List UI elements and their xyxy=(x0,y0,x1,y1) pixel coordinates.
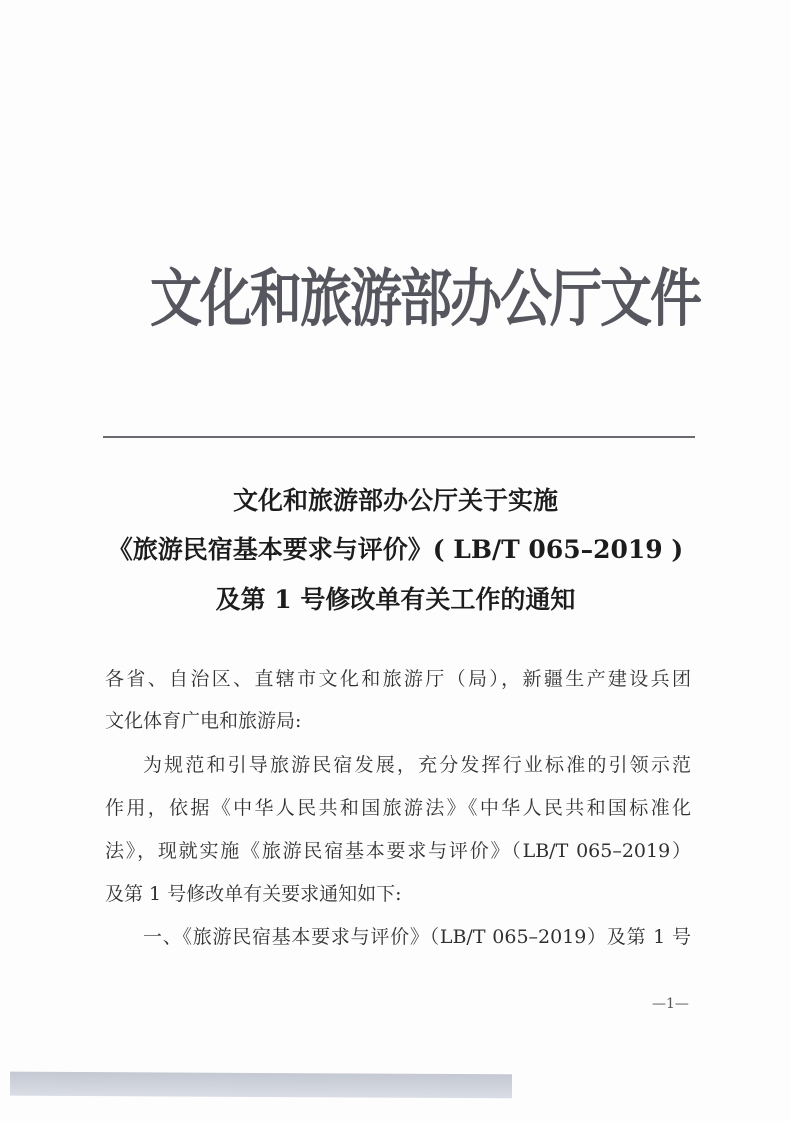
body-line: 文化体育广电和旅游局: xyxy=(105,710,302,732)
page-number: —1— xyxy=(652,996,689,1012)
body-line: 及第 1 号修改单有关要求通知如下: xyxy=(105,883,402,905)
body-line: 各省、自治区、直辖市文化和旅游厅（局），新疆生产建设兵团 xyxy=(105,668,691,690)
body-line: 法》，现就实施《旅游民宿基本要求与评价》（LB/T 065–2019） xyxy=(105,840,691,862)
document-title-line-1: 文化和旅游部办公厅关于实施 xyxy=(232,486,558,515)
header-divider xyxy=(103,436,695,438)
document-title-line-3: 及第 1 号修改单有关工作的通知 xyxy=(215,585,576,614)
body-line: 作用，依据《中华人民共和国旅游法》《中华人民共和国标准化 xyxy=(105,797,691,819)
body-line: 为规范和引导旅游民宿发展，充分发挥行业标准的引领示范 xyxy=(143,754,691,776)
body-line: 一、《旅游民宿基本要求与评价》（LB/T 065–2019）及第 1 号 xyxy=(143,926,691,948)
document-issuer-header: 文化和旅游部办公厅文件 xyxy=(150,262,701,336)
scan-edge-shadow xyxy=(10,1072,512,1099)
document-title-line-2: 《旅游民宿基本要求与评价》( LB/T 065–2019 ) xyxy=(107,535,684,564)
